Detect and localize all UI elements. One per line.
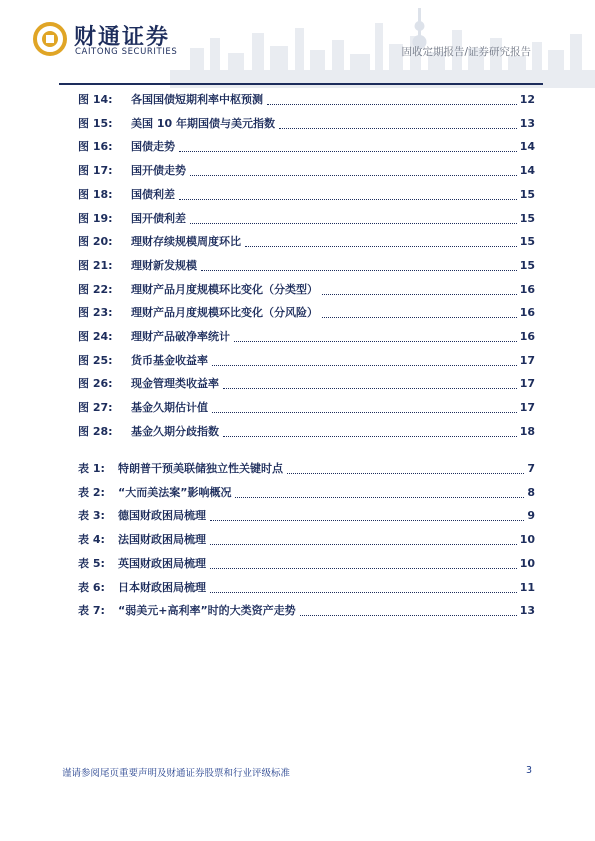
toc-entry-label: 图 28: <box>78 424 113 438</box>
toc-figure-entry[interactable] <box>0 187 595 203</box>
toc-table-entry[interactable] <box>0 580 595 596</box>
toc-entry-label: 图 17: <box>78 164 113 178</box>
toc-entry-page: 17 <box>519 377 535 391</box>
toc-entry-label: 图 19: <box>78 211 113 225</box>
toc-leader-dots <box>234 325 517 342</box>
toc-entry-title: 美国 10 年期国债与美元指数 <box>131 116 275 130</box>
toc-entry-label: 表 6: <box>78 580 105 594</box>
toc-leader-dots <box>267 88 517 105</box>
toc-entry-page: 7 <box>527 462 535 475</box>
toc-leader-dots <box>322 278 517 295</box>
toc-entry-title: 现金管理类收益率 <box>131 377 219 391</box>
toc-entry-title: 理财存续规模周度环比 <box>131 235 241 249</box>
toc-leader-dots <box>223 420 517 437</box>
toc-entry-label: 图 22: <box>78 282 113 296</box>
toc-entry-page: 16 <box>519 282 535 296</box>
toc-entry-label: 图 14: <box>78 93 113 106</box>
toc-entry-label: 图 23: <box>78 306 113 320</box>
toc-table-entry[interactable] <box>0 508 595 524</box>
toc-leader-dots <box>212 396 517 413</box>
toc-leader-dots <box>201 254 517 271</box>
toc-figure-entry[interactable] <box>0 211 595 227</box>
toc-figure-entry[interactable] <box>0 424 595 440</box>
toc-entry-title: 国开债利差 <box>131 211 186 225</box>
toc-entry-title: 理财产品月度规模环比变化（分类型） <box>131 282 318 296</box>
logo-text-en: CAITONG SECURITIES <box>75 47 178 57</box>
toc-figure-entry[interactable] <box>0 329 595 345</box>
toc-entry-page: 14 <box>519 164 535 178</box>
toc-entry-label: 图 27: <box>78 401 113 415</box>
toc-entry-page: 9 <box>527 509 535 523</box>
toc-entry-title: 日本财政困局梳理 <box>118 580 206 594</box>
toc-entry-page: 16 <box>519 330 535 343</box>
toc-entry-page: 10 <box>519 556 535 570</box>
toc-entry-page: 15 <box>519 235 535 249</box>
toc-entry-title: 理财产品破净率统计 <box>131 330 230 343</box>
toc-figure-entry[interactable] <box>0 139 595 155</box>
toc-entry-title: 各国国债短期利率中枢预测 <box>131 93 263 106</box>
toc-figure-entry[interactable] <box>0 116 595 132</box>
toc-figure-entry[interactable] <box>0 282 595 298</box>
toc-entry-page: 11 <box>519 580 535 594</box>
toc-entry-title: 理财产品月度规模环比变化（分风险） <box>131 306 318 320</box>
toc-figure-entry[interactable] <box>0 305 595 321</box>
toc-entry-title: 基金久期分歧指数 <box>131 424 219 438</box>
report-type: 固收定期报告/证券研究报告 <box>401 46 531 58</box>
skyline-illustration <box>170 8 595 88</box>
toc-entry-page: 18 <box>519 424 535 438</box>
toc-leader-dots <box>179 135 517 152</box>
page-number: 3 <box>526 765 533 776</box>
caitong-logo-icon <box>33 22 67 56</box>
toc-figure-entry[interactable] <box>0 353 595 369</box>
toc-leader-dots <box>190 159 517 176</box>
footer-disclaimer: 谨请参阅尾页重要声明及财通证券股票和行业评级标准 <box>62 768 291 779</box>
toc-entry-label: 表 4: <box>78 533 105 547</box>
toc-entry-label: 表 2: <box>78 485 105 499</box>
logo-text-cn: 财通证券 <box>74 25 171 50</box>
toc-leader-dots <box>210 528 517 545</box>
toc-entry-page: 12 <box>519 93 535 106</box>
toc-table-entry[interactable] <box>0 603 595 619</box>
toc-figure-entry[interactable] <box>0 234 595 250</box>
toc-leader-dots <box>179 183 517 200</box>
toc-entry-title: 法国财政困局梳理 <box>118 533 206 547</box>
toc-table-entry[interactable] <box>0 532 595 548</box>
header-rule <box>59 83 543 85</box>
toc-entry-title: “弱美元+高利率”时的大类资产走势 <box>118 604 296 618</box>
toc-entry-page: 14 <box>519 140 535 154</box>
toc-figure-entry[interactable] <box>0 376 595 392</box>
toc-entry-page: 16 <box>519 306 535 320</box>
toc-entry-label: 表 7: <box>78 604 105 618</box>
toc-entry-label: 图 26: <box>78 377 113 391</box>
toc-entry-label: 表 3: <box>78 509 105 523</box>
toc-figure-entry[interactable] <box>0 400 595 416</box>
toc-figure-entry[interactable] <box>0 163 595 179</box>
toc-entry-page: 17 <box>519 401 535 415</box>
toc-entry-title: 英国财政困局梳理 <box>118 556 206 570</box>
toc-entry-page: 10 <box>519 533 535 547</box>
toc-entry-title: 国债走势 <box>131 140 175 154</box>
toc-entry-title: 特朗普干预美联储独立性关键时点 <box>118 462 283 475</box>
toc-entry-label: 表 5: <box>78 556 105 570</box>
toc-leader-dots <box>279 112 517 129</box>
toc-entry-title: 国开债走势 <box>131 164 186 178</box>
toc-entry-title: 德国财政困局梳理 <box>118 509 206 523</box>
toc-leader-dots <box>212 349 517 366</box>
toc-entry-title: 货币基金收益率 <box>131 353 208 367</box>
toc-entry-title: 基金久期估计值 <box>131 401 208 415</box>
toc-leader-dots <box>287 457 524 474</box>
toc-leader-dots <box>210 504 524 521</box>
toc-table-entry[interactable] <box>0 485 595 501</box>
toc-table-entry[interactable] <box>0 461 595 477</box>
toc-entry-page: 13 <box>519 604 535 618</box>
toc-entry-page: 8 <box>527 485 535 499</box>
toc-entry-label: 图 21: <box>78 258 113 272</box>
toc-entry-label: 图 25: <box>78 353 113 367</box>
toc-entry-page: 17 <box>519 353 535 367</box>
toc-leader-dots <box>300 599 517 616</box>
toc-entry-label: 图 15: <box>78 116 113 130</box>
toc-entry-label: 表 1: <box>78 462 105 475</box>
toc-leader-dots <box>245 230 517 247</box>
toc-entry-label: 图 16: <box>78 140 113 154</box>
page-header <box>0 0 595 90</box>
toc-table-entry[interactable] <box>0 556 595 572</box>
toc-leader-dots <box>223 372 517 389</box>
toc-entry-page: 15 <box>519 211 535 225</box>
toc-entry-title: 理财新发规模 <box>131 258 197 272</box>
toc-figure-entry[interactable] <box>0 92 595 108</box>
toc-entry-label: 图 20: <box>78 235 113 249</box>
toc-leader-dots <box>210 552 517 569</box>
toc-leader-dots <box>235 481 524 498</box>
toc-entry-page: 15 <box>519 258 535 272</box>
toc-entry-label: 图 18: <box>78 187 113 201</box>
toc-figure-entry[interactable] <box>0 258 595 274</box>
toc-entry-page: 13 <box>519 116 535 130</box>
toc-leader-dots <box>190 207 517 224</box>
toc-entry-title: 国债利差 <box>131 187 175 201</box>
toc-entry-page: 15 <box>519 187 535 201</box>
toc-leader-dots <box>322 301 517 318</box>
toc-entry-title: “大而美法案”影响概况 <box>118 485 232 499</box>
toc-entry-label: 图 24: <box>78 330 113 343</box>
toc-leader-dots <box>210 576 517 593</box>
